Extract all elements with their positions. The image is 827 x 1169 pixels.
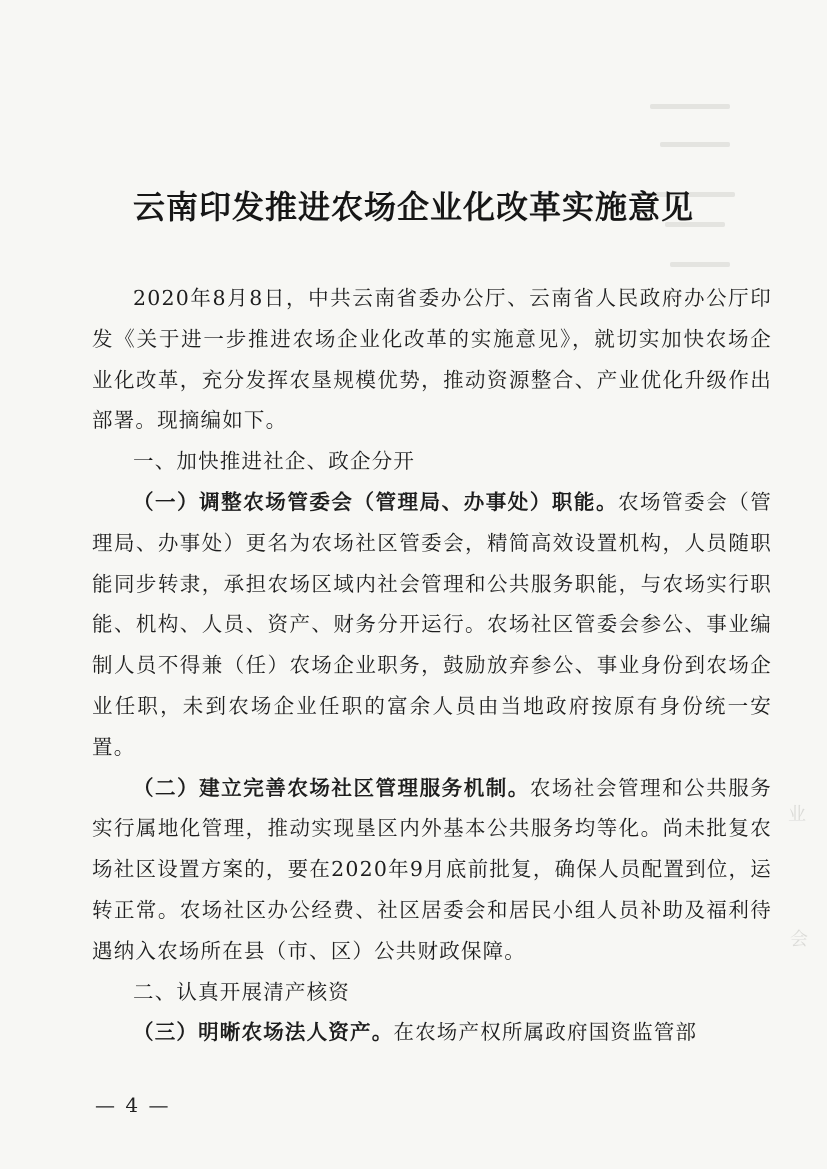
- bleed-through-text: 业: [788, 804, 806, 825]
- paragraph-text: 农场管委会（管理局、办事处）更名为农场社区管委会，精简高效设置机构，人员随职能同步转隶，承担农场区域内社会管理和公共服务职能，与农场实行职能、机构、人员、资产、财务分开运行。农场社区管委会参公、事业编制人员不得兼（任）农场企业职务，鼓励放弃参公、事业身份到农场企业任职，未到农场企业任职的富余人员由当地政府按原有身份统一安置。: [92, 489, 772, 759]
- paragraph-lead: （三）明晰农场法人资产。: [133, 1020, 394, 1045]
- paragraph-lead: （一）调整农场管委会（管理局、办事处）职能。: [133, 489, 619, 514]
- bleed-through-mark: [650, 104, 730, 109]
- bleed-through-mark: [670, 262, 730, 267]
- page-number: — 4 —: [95, 1093, 171, 1117]
- paragraph-text: 农场社会管理和公共服务实行属地化管理，推动实现垦区内外基本公共服务均等化。尚未批复农场社区设置方案的，要在2020年9月底前批复，确保人员配置到位，运转正常。农场社区办公经费、社区居委会和居民小组人员补助及福利待遇纳入农场所在县（市、区）公共财政保障。: [92, 775, 772, 963]
- document-body: [92, 278, 772, 1053]
- paragraph-text: 在农场产权所属政府国资监管部: [393, 1020, 698, 1045]
- document-title: 云南印发推进农场企业化改革实施意见: [132, 188, 694, 226]
- paragraph-3: [92, 1012, 772, 1053]
- paragraph-lead: （二）建立完善农场社区管理服务机制。: [133, 775, 530, 800]
- section-heading-1: 一、加快推进社企、政企分开: [133, 449, 416, 474]
- section-heading-2: 二、认真开展清产核资: [133, 979, 350, 1004]
- bleed-through-text: 会: [790, 929, 808, 950]
- paragraph-2: [92, 768, 772, 972]
- intro-paragraph: 2020年8月8日，中共云南省委办公厅、云南省人民政府办公厅印发《关于进一步推进农场企业化改革的实施意见》，就切实加快农场企业化改革，充分发挥农垦规模优势，推动资源整合、产业优化升级作出部署。现摘编如下。: [92, 286, 772, 433]
- paragraph-1: [92, 482, 772, 768]
- bleed-through-mark: [660, 142, 730, 147]
